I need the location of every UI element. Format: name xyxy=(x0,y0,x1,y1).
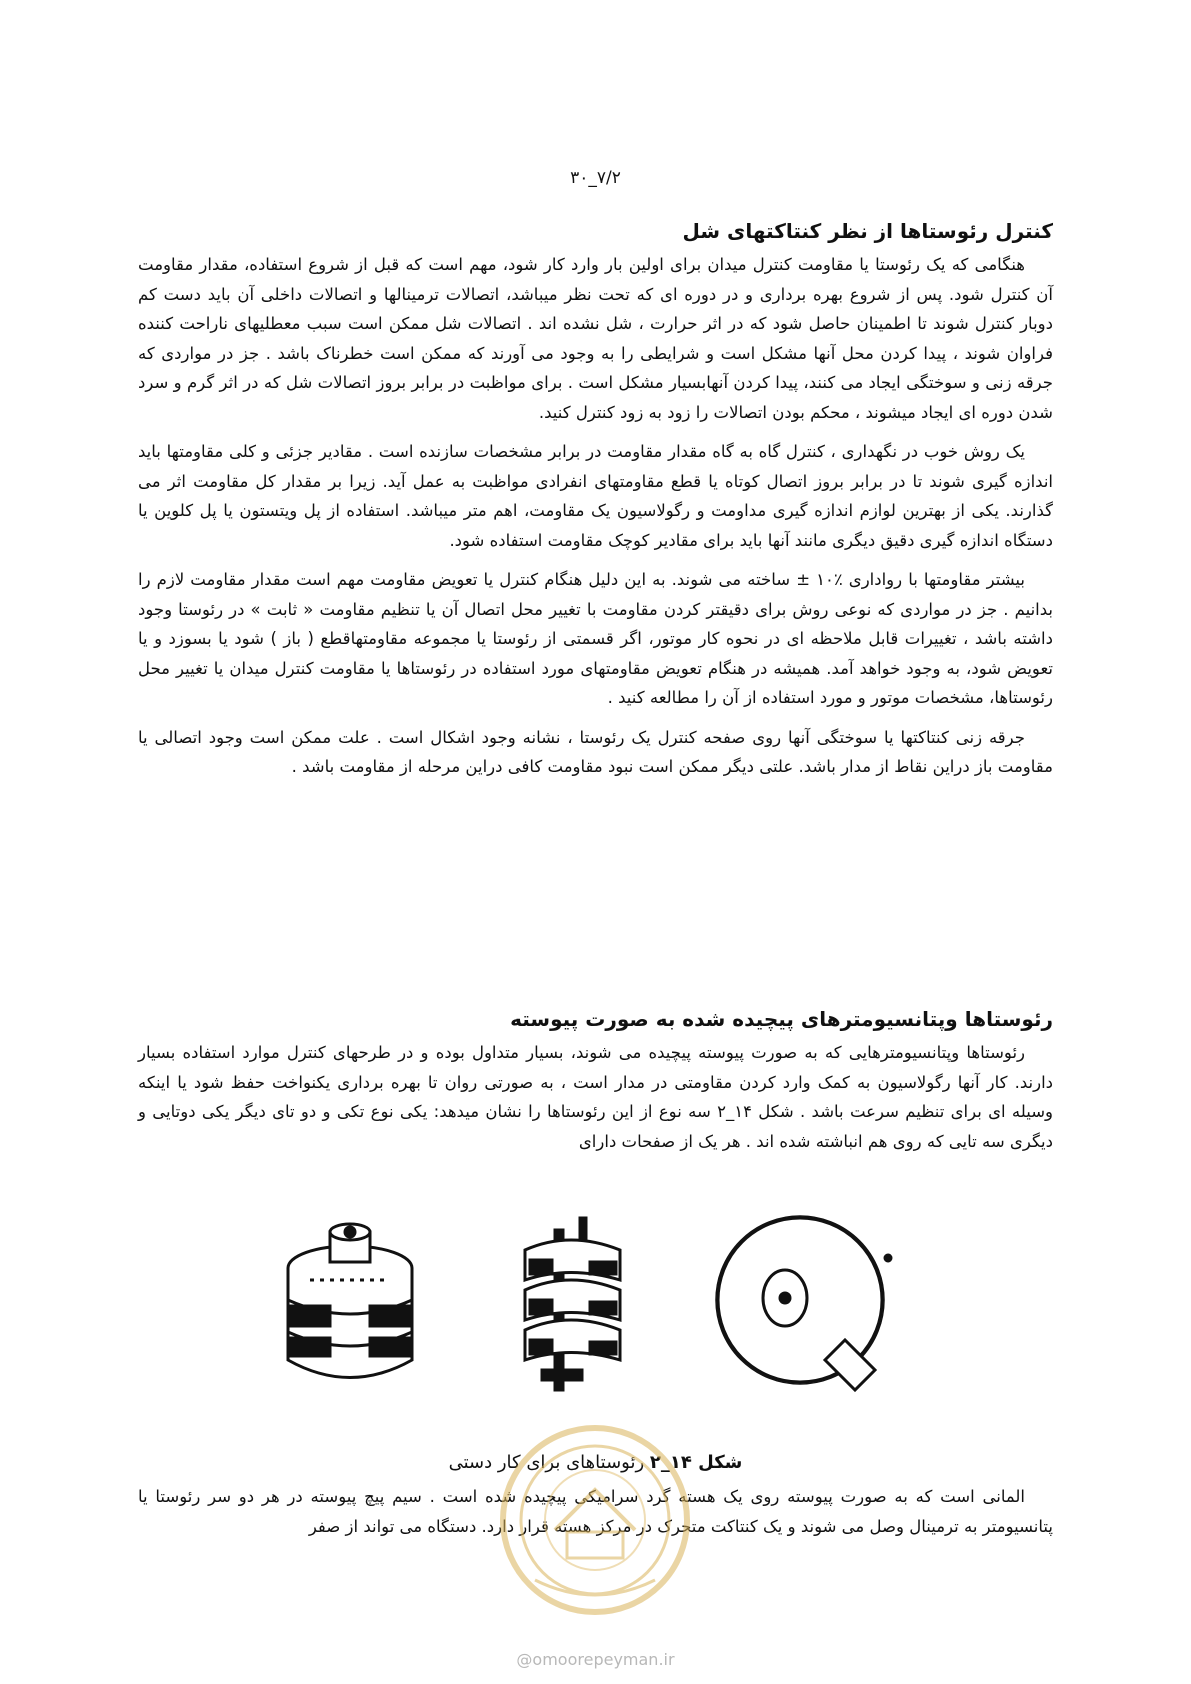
page-number: ۷/۲_۳۰ xyxy=(570,168,621,188)
paragraph: یک روش خوب در نگهداری ، کنترل گاه به گاه مقدار مقاومت در برابر مشخصات سازنده است . مقادیر جزئی و کلی مقاومتها باید اندازه گیری شوند تا در برابر بروز اتصال کوتاه یا قطع مقاومتهای انفرادی مواظبت به عمل آید. زیرا بر مقدار کل مقاومت اثر می گذارند. یکی از بهترین لوازم اندازه گیری مداومت و رگولاسیون یک مقاومت، اهم متر میباشد. استفاده از پل ویتستون یا پل کلوین یا دستگاه اندازه گیری دقیق دیگری مانند آنها باید برای مقادیر کوچک مقاومت استفاده شود. xyxy=(138,442,1053,550)
paragraph: هنگامی که یک رئوستا یا مقاومت کنترل میدان برای اولین بار وارد کار شود، مهم است که قبل از شروع استفاده، مقدار مقاومت آن کنترل شود. پس از شروع بهره برداری و در دوره ای که تحت نظر میباشد، اتصالات ترمینالها و اتصالات داخلی آن باید دست کم دوبار کنترل شوند تا اطمینان حاصل شود که در اثر حرارت ، شل نشده اند . اتصالات شل ممکن است سبب معطلیهای ناراحت کننده فراوان شوند ، پیدا کردن محل آنها مشکل است و شرایطی را به وجود می آورند که ممکن است خطرناک باشد . جز در مواردی که جرقه زنی و سوختگی ایجاد می کنند، پیدا کردن آنهابسیار مشکل است . برای مواظبت در برابر بروز اتصالات شل که در اثر گرم و سرد شدن دوره ای ایجاد میشوند ، محکم بودن اتصالات را زود به زود کنترل کنید. xyxy=(138,255,1053,422)
paragraph: رئوستاها وپتانسیومترهایی که به صورت پیوسته پیچیده می شوند، بسیار متداول بوده و در طرحهای کنترل موارد استفاده بسیار دارند. کار آنها رگولاسیون به کمک وارد کردن مقاومتی در مدار است ، به صورتی روان تا بهره برداری یکنواخت حفظ شود یا اینکه وسیله ای برای تنظیم سرعت باشد . شکل ۱۴_۲ سه نوع از این رئوستاها را نشان میدهد: یکی نوع تکی و دو تای دیگر یکی دوتایی و دیگری سه تایی که روی هم انباشته شده اند . هر یک از صفحات دارای xyxy=(138,1043,1054,1151)
triple-rheostat-drawing xyxy=(288,1224,412,1378)
section-wound-rheostats xyxy=(138,1004,1053,1166)
double-rheostat-drawing xyxy=(525,1218,620,1390)
paragraph: بیشتر مقاومتها با رواداری ٪۱۰ ± ساخته می شوند. به این دلیل هنگام کنترل یا تعویض مقاومت مهم است مقدار مقاومت لازم را بدانیم . جز در مواردی که نوعی روش برای دقیقتر کردن مقاومت با تغییر محل اتصال آن یا تنظیم مقاومت « ثابت » در رئوستا وجود داشته باشد ، تغییرات قابل ملاحظه ای در نحوه کار موتور، اگر قسمتی از رئوستا یا مجموعه مقاومتهاقطع ( باز ) شود یا بسوزد و یا تعویض شود، به وجود خواهد آمد. همیشه در هنگام تعویض مقاومتهای مورد استفاده در رئوستاها یا مقاومت کنترل میدان یا تغییر محل رئوستاها، مشخصات موتور و مورد استفاده از آن را مطالعه کنید . xyxy=(138,570,1053,707)
watermark-seal-icon xyxy=(495,1420,695,1620)
rheostat-illustration xyxy=(280,1210,920,1410)
section-heading: کنترل رئوستاها از نظر کنتاکتهای شل xyxy=(682,219,1053,243)
single-rheostat-drawing xyxy=(716,1216,891,1390)
rheostat-figure xyxy=(280,1210,920,1410)
paragraph: جرقه زنی کنتاکتها یا سوختگی آنها روی صفحه کنترل یک رئوستا ، نشانه وجود اشکال است . علت ممکن است وجود اتصالی یا مقاومت باز دراین نقاط از مدار باشد. علتی دیگر ممکن است نبود مقاومت کافی دراین مرحله از مقاومت باشد . xyxy=(138,727,1053,776)
section-loose-contacts xyxy=(138,216,1053,792)
section-heading: رئوستاها وپتانسیومترهای پیچیده شده به صورت پیوسته xyxy=(510,1007,1053,1031)
figure-caption-label: شکل ۱۴_۲ xyxy=(649,1452,743,1473)
watermark-site: @omoorepeyman.ir xyxy=(516,1650,675,1669)
paragraph: المانی است که به صورت پیوسته روی یک هسته گرد سرامیکی پیچیده شده است . سیم پیچ پیوسته در هر دو سر رئوستا یا پتانسیومتر به ترمینال وصل می شوند و یک کنتاکت متحرک در مرکز هسته قرار دارد. دستگاه می تواند از صفر xyxy=(138,1487,1053,1536)
figure-caption-text: رئوستاهای برای کار دستی xyxy=(448,1452,645,1473)
seal-emblem-icon xyxy=(495,1420,695,1620)
